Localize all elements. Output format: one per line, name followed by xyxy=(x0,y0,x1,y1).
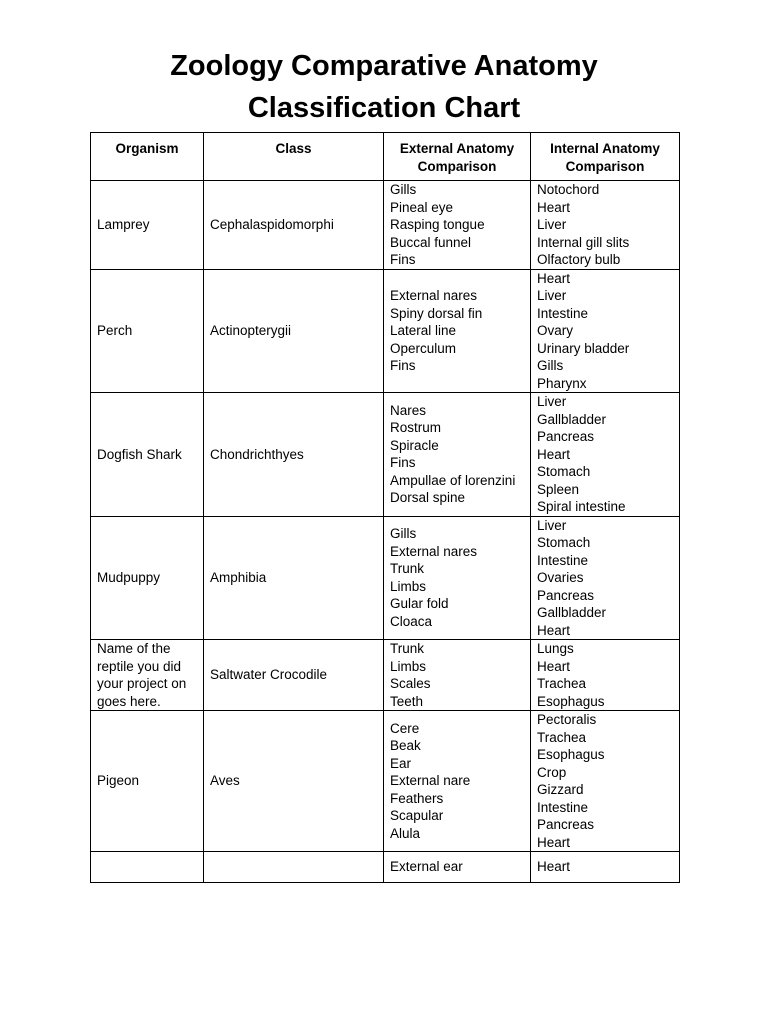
external-anatomy-item: Scapular xyxy=(390,808,444,824)
external-anatomy-item: Fins xyxy=(390,455,416,471)
external-anatomy-item: Scales xyxy=(390,676,431,691)
external-anatomy-cell xyxy=(384,640,531,711)
table-body xyxy=(91,181,680,883)
internal-anatomy-item: Ovary xyxy=(537,323,574,338)
external-anatomy-item: Ear xyxy=(390,755,412,771)
internal-anatomy-item: Gizzard xyxy=(537,782,584,797)
internal-anatomy-item: Trachea xyxy=(537,676,587,691)
internal-anatomy-item: Heart xyxy=(537,199,571,215)
class-cell xyxy=(204,393,384,517)
external-anatomy-item: External ear xyxy=(390,859,463,875)
external-anatomy-item: Alula xyxy=(390,825,421,841)
table-header-row xyxy=(91,133,680,181)
external-anatomy-cell xyxy=(384,181,531,270)
organism-cell xyxy=(91,269,204,393)
organism-cell xyxy=(91,640,204,711)
internal-anatomy-item: Olfactory bulb xyxy=(537,252,621,267)
external-anatomy-item: External nare xyxy=(390,773,471,789)
class-cell xyxy=(204,269,384,393)
external-anatomy-item: Lateral line xyxy=(390,323,457,338)
page-title-line-1: Zoology Comparative Anatomy xyxy=(170,50,598,82)
internal-anatomy-item: Pharynx xyxy=(537,375,587,391)
internal-anatomy-cell xyxy=(531,852,680,883)
class-cell xyxy=(204,711,384,852)
external-anatomy-item: Beak xyxy=(390,738,421,754)
external-anatomy-item: Fins xyxy=(390,252,416,267)
external-anatomy-item: Rasping tongue xyxy=(390,217,485,232)
external-anatomy-item: Dorsal spine xyxy=(390,490,466,506)
internal-anatomy-item: Pancreas xyxy=(537,817,595,832)
header-external-anatomy xyxy=(384,133,531,181)
header-class: Class xyxy=(204,133,384,181)
external-anatomy-cell xyxy=(384,516,531,640)
external-anatomy-item: Nares xyxy=(390,402,427,418)
organism-text-line: reptile you did xyxy=(97,658,182,674)
internal-anatomy-item: Stomach xyxy=(537,464,591,479)
table-row xyxy=(91,516,680,640)
header-organism: Organism xyxy=(91,133,204,181)
table-row xyxy=(91,393,680,517)
organism-text-line: your project on xyxy=(97,676,187,691)
internal-anatomy-item: Ovaries xyxy=(537,570,584,585)
internal-anatomy-item: Liver xyxy=(537,288,567,303)
external-anatomy-item: Rostrum xyxy=(390,420,442,436)
table-row xyxy=(91,711,680,852)
internal-anatomy-item: Heart xyxy=(537,658,571,674)
internal-anatomy-cell xyxy=(531,393,680,517)
organism-cell xyxy=(91,393,204,517)
internal-anatomy-item: Spleen xyxy=(537,481,580,497)
internal-anatomy-item: Pectoralis xyxy=(537,712,597,727)
internal-anatomy-item: Trachea xyxy=(537,729,587,745)
internal-anatomy-item: Liver xyxy=(537,394,567,409)
internal-anatomy-item: Liver xyxy=(537,217,567,232)
external-anatomy-item: Gular fold xyxy=(390,596,449,612)
internal-anatomy-item: Intestine xyxy=(537,552,589,568)
external-anatomy-item: Fins xyxy=(390,358,416,373)
page-title-line-2: Classification Chart xyxy=(247,92,521,124)
external-anatomy-item: Gills xyxy=(390,182,417,197)
table-row xyxy=(91,181,680,270)
organism-text-line: goes here. xyxy=(97,693,161,709)
external-anatomy-item: Ampullae of lorenzini xyxy=(390,472,516,488)
internal-anatomy-item: Liver xyxy=(537,517,567,533)
organism-cell xyxy=(91,181,204,270)
external-anatomy-cell xyxy=(384,393,531,517)
class-text: Cephalaspidomorphi xyxy=(210,217,334,232)
table-row xyxy=(91,852,680,883)
external-anatomy-item: Pineal eye xyxy=(390,199,454,215)
external-anatomy-cell xyxy=(384,269,531,393)
external-anatomy-item: Feathers xyxy=(390,790,444,806)
internal-anatomy-item: Heart xyxy=(537,270,571,286)
organism-cell xyxy=(91,516,204,640)
class-cell xyxy=(204,852,384,883)
external-anatomy-item: Limbs xyxy=(390,578,427,594)
organism-text: Dogfish Shark xyxy=(97,446,182,462)
external-anatomy-item: Spiny dorsal fin xyxy=(390,305,483,321)
internal-anatomy-item: Intestine xyxy=(537,305,589,321)
class-text: Saltwater Crocodile xyxy=(210,667,328,683)
external-anatomy-item: Buccal funnel xyxy=(390,234,472,250)
internal-anatomy-item: Spiral intestine xyxy=(537,499,626,514)
internal-anatomy-item: Gills xyxy=(537,358,564,373)
class-text: Aves xyxy=(210,773,240,789)
table-row xyxy=(91,640,680,711)
internal-anatomy-cell xyxy=(531,181,680,270)
header-internal-line: Internal Anatomy Comparison xyxy=(550,141,660,174)
internal-anatomy-item: Esophagus xyxy=(537,747,605,762)
organism-cell xyxy=(91,852,204,883)
internal-anatomy-item: Heart xyxy=(537,446,571,462)
internal-anatomy-item: Heart xyxy=(537,622,571,638)
internal-anatomy-cell xyxy=(531,269,680,393)
organism-text: Lamprey xyxy=(97,217,150,232)
external-anatomy-item: Spiracle xyxy=(390,437,439,453)
organism-text-line: Name of the xyxy=(97,641,171,656)
internal-anatomy-item: Pancreas xyxy=(537,587,595,603)
internal-anatomy-item: Urinary bladder xyxy=(537,340,630,356)
internal-anatomy-item: Notochord xyxy=(537,182,600,197)
external-anatomy-item: Gills xyxy=(390,526,417,542)
external-anatomy-item: Trunk xyxy=(390,561,425,577)
external-anatomy-item: External nares xyxy=(390,543,478,559)
header-internal-anatomy xyxy=(531,133,680,181)
internal-anatomy-item: Gallbladder xyxy=(537,411,607,427)
classification-table xyxy=(90,132,680,883)
internal-anatomy-item: Lungs xyxy=(537,641,574,656)
external-anatomy-item: Trunk xyxy=(390,641,425,656)
external-anatomy-cell xyxy=(384,711,531,852)
internal-anatomy-item: Internal gill slits xyxy=(537,234,630,250)
class-text: Actinopterygii xyxy=(210,323,292,338)
class-cell xyxy=(204,516,384,640)
table-row xyxy=(91,269,680,393)
internal-anatomy-item: Heart xyxy=(537,859,571,875)
internal-anatomy-item: Gallbladder xyxy=(537,605,607,620)
organism-text: Pigeon xyxy=(97,773,140,789)
class-text: Amphibia xyxy=(210,570,267,585)
external-anatomy-item: Teeth xyxy=(390,693,424,709)
internal-anatomy-cell xyxy=(531,516,680,640)
external-anatomy-item: Cloaca xyxy=(390,613,433,629)
class-cell xyxy=(204,181,384,270)
internal-anatomy-item: Crop xyxy=(537,764,567,780)
organism-text: Perch xyxy=(97,323,133,338)
internal-anatomy-cell xyxy=(531,640,680,711)
organism-cell xyxy=(91,711,204,852)
external-anatomy-cell xyxy=(384,852,531,883)
external-anatomy-item: External nares xyxy=(390,288,478,303)
external-anatomy-item: Operculum xyxy=(390,340,457,356)
internal-anatomy-item: Stomach xyxy=(537,535,591,550)
class-cell xyxy=(204,640,384,711)
internal-anatomy-item: Esophagus xyxy=(537,693,605,709)
internal-anatomy-item: Heart xyxy=(537,834,571,850)
class-text: Chondrichthyes xyxy=(210,446,304,462)
header-external-line: External Anatomy Comparison xyxy=(399,141,515,174)
organism-text: Mudpuppy xyxy=(97,570,161,585)
internal-anatomy-cell xyxy=(531,711,680,852)
external-anatomy-item: Limbs xyxy=(390,658,427,674)
external-anatomy-item: Cere xyxy=(390,720,420,736)
internal-anatomy-item: Intestine xyxy=(537,799,589,815)
internal-anatomy-item: Pancreas xyxy=(537,429,595,444)
